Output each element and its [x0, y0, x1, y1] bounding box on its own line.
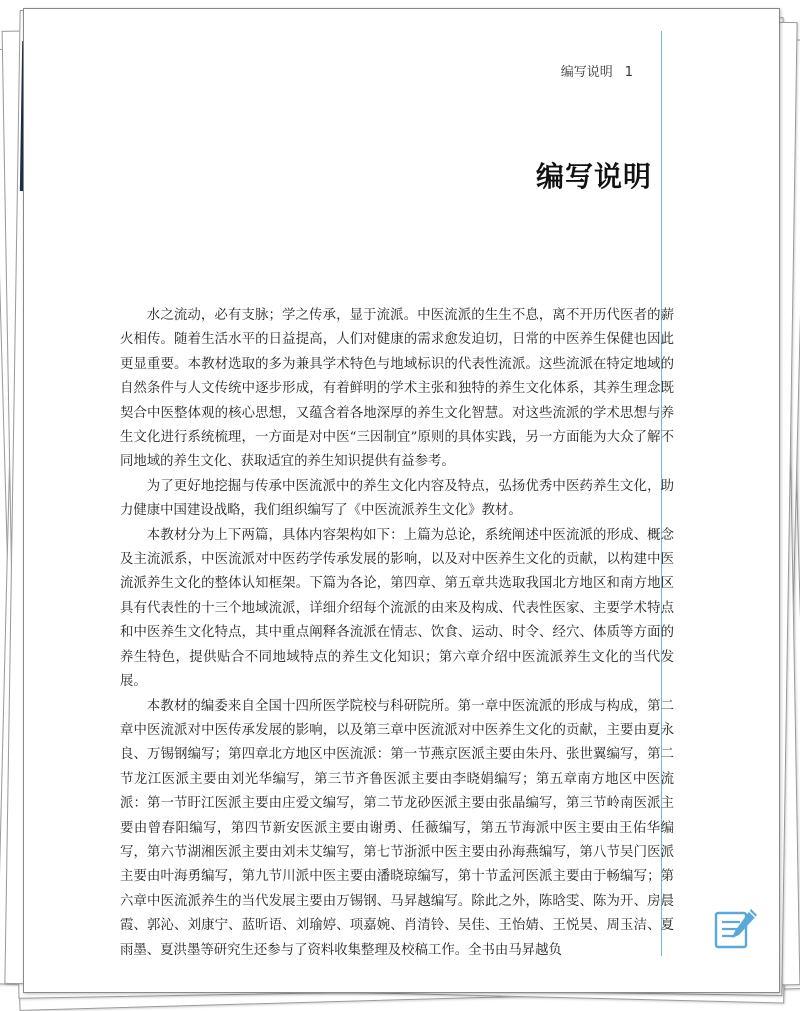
running-title: 编写说明 [560, 65, 613, 80]
paragraph: 本教材分为上下两篇，具体内容架构如下：上篇为总论，系统阐述中医流派的形成、概念及主流派系，中医流派对中医药学传承发展的影响，以及对中医养生文化的贡献，以构建中医流派养生文化的整体认知框架。下篇为各论，第四章、第五章共选取我国北方地区和南方地区具有代表性的十三个地域流派，详细介绍每个流派的由来及构成、代表性医家、主要学术特点和中医养生文化特点，其中重点阐释各流派在情志、饮食、运动、时令、经穴、体质等方面的养生特色，提供贴合不同地域特点的养生文化知识；第六章介绍中医流派养生文化的当代发展。 [120, 527, 674, 690]
book-page [23, 8, 780, 993]
body-text [120, 304, 674, 963]
paragraph: 水之流动，必有支脉；学之传承，显于流派。中医流派的生生不息，离不开历代医者的薪火相传。随着生活水平的日益提高，人们对健康的需求愈发迫切，日常的中医养生保健也因此更显重要。本教材选取的多为兼具学术特色与地域标识的代表性流派。这些流派在特定地域的自然条件与人文传统中逐步形成，有着鲜明的学术主张和独特的养生文化体系，其养生理念既契合中医整体观的核心思想，又蕴含着各地深厚的养生文化智慧。对这些流派的学术思想与养生文化进行系统梳理，一方面是对中医“三因制宜”原则的具体实践，另一方面能为大众了解不同地域的养生文化、获取适宜的养生知识提供有益参考。 [120, 308, 674, 470]
running-header [561, 61, 633, 80]
page-title: 编写说明 [535, 160, 652, 193]
paragraph: 为了更好地挖掘与传承中医流派中的养生文化内容及特点，弘扬优秀中医药养生文化，助力健康中国建设战略，我们组织编写了《中医流派养生文化》教材。 [120, 478, 674, 519]
notebook-pen-icon [713, 905, 761, 951]
page-number: 1 [624, 65, 633, 80]
paragraph: 本教材的编委来自全国十四所医学院校与科研院所。第一章中医流派的形成与构成，第二章中医流派对中医传承发展的影响，以及第三章中医流派对中医养生文化的贡献，主要由夏永良、万锡钢编写；第四章北方地区中医流派：第一节燕京医派主要由朱丹、张世翼编写，第二节龙江医派主要由刘光华编写，第三节齐鲁医派主要由李晓娟编写；第五章南方地区中医流派：第一节盱江医派主要由庄爱文编写，第二节龙砂医派主要由张晶编写，第三节岭南医派主要由曾春阳编写，第四节新安医派主要由谢勇、任薇编写，第五节海派中医主要由王佑华编写，第六节湖湘医派主要由刘未艾编写，第七节浙派中医主要由孙海燕编写，第八节吴门医派主要由叶海勇编写，第九节川派中医主要由潘晓琼编写，第十节孟河医派主要由于畅编写；第六章中医流派养生的当代发展主要由万锡钢、马昇越编写。除此之外，陈晗雯、陈为开、房晨霞、郭沁、刘康宁、蓝昕语、刘瑜婷、项嘉婉、肖清铃、吴佳、王怡婧、王悦昊、周玉洁、夏雨墨、夏洪墨等研究生还参与了资料收集整理及校稿工作。全书由马昇越负 [120, 698, 674, 958]
